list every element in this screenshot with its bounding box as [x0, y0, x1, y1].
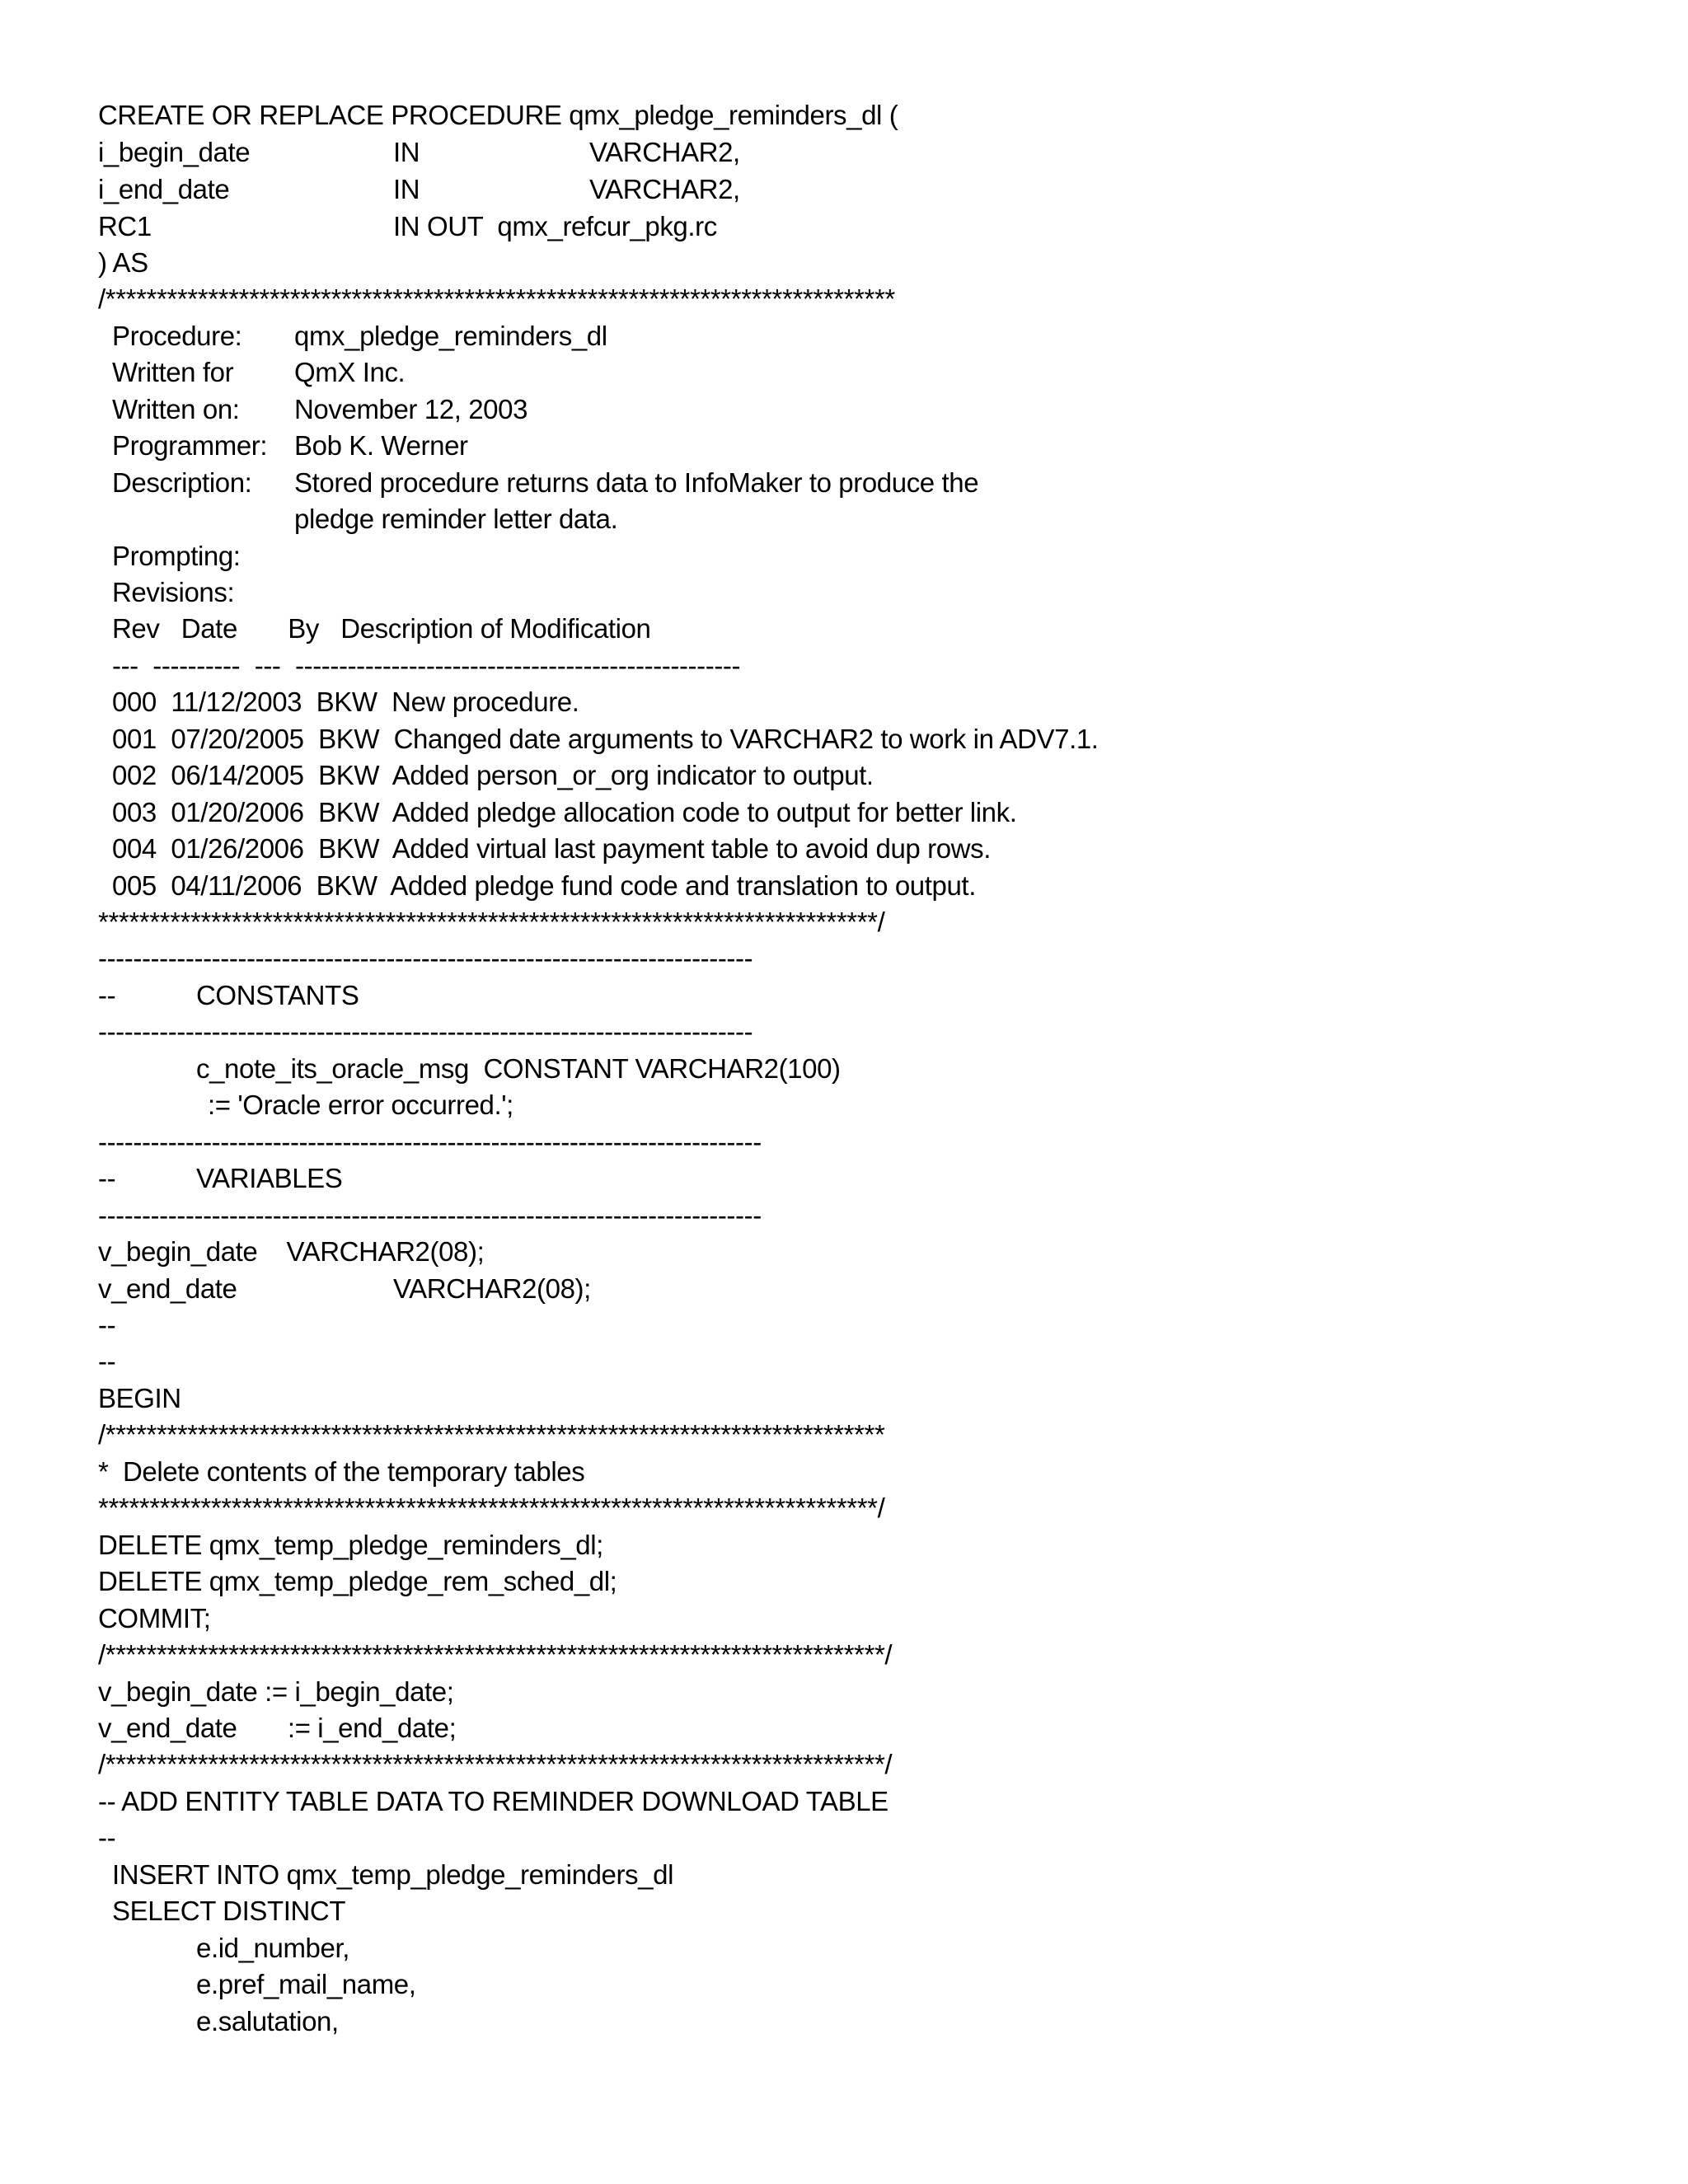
- code-line: 002 06/14/2005 BKW Added person_or_org indicator to output.: [112, 760, 874, 790]
- code-line: IN: [393, 174, 420, 204]
- code-line: November 12, 2003: [294, 394, 528, 424]
- code-line: * Delete contents of the temporary tables: [98, 1456, 585, 1487]
- code-line: Written on:: [112, 394, 240, 424]
- code-line: 003 01/20/2006 BKW Added pledge allocation code to output for better link.: [112, 797, 1017, 827]
- code-line: ****************************************************************************/: [98, 907, 885, 937]
- code-line: --: [98, 1822, 116, 1853]
- code-line: Procedure:: [112, 321, 242, 351]
- code-line: /*****************************************************************************: [98, 284, 895, 314]
- code-line: qmx_pledge_reminders_dl: [294, 321, 607, 351]
- code-line: RC1: [98, 211, 152, 241]
- code-line: e.pref_mail_name,: [196, 1969, 416, 1999]
- code-line: /****************************************************************************: [98, 1419, 885, 1450]
- code-line: /****************************************************************************/: [98, 1639, 893, 1670]
- code-line: Prompting:: [112, 541, 241, 571]
- code-line: IN OUT qmx_refcur_pkg.rc: [393, 211, 717, 241]
- code-line: --- ---------- --- ---------------------------------------------------: [112, 650, 741, 681]
- code-line: ---------------------------------------------------------------------------: [98, 943, 753, 973]
- code-line: VARCHAR2(08);: [393, 1273, 591, 1304]
- code-line: i_begin_date: [98, 137, 251, 167]
- code-line: /****************************************************************************/: [98, 1749, 893, 1779]
- code-line: ) AS: [98, 247, 148, 278]
- code-line: := 'Oracle error occurred.';: [208, 1090, 513, 1120]
- code-line: Stored procedure returns data to InfoMaker to produce the: [294, 467, 979, 498]
- code-line: e.salutation,: [196, 2006, 339, 2036]
- code-line: Revisions:: [112, 577, 235, 607]
- code-line: -- ADD ENTITY TABLE DATA TO REMINDER DOWNLOAD TABLE: [98, 1786, 889, 1816]
- code-line: INSERT INTO qmx_temp_pledge_reminders_dl: [112, 1859, 673, 1890]
- code-line: DELETE qmx_temp_pledge_rem_sched_dl;: [98, 1566, 617, 1596]
- code-line: ----------------------------------------------------------------------------: [98, 1200, 762, 1230]
- code-line: BEGIN: [98, 1383, 181, 1413]
- code-line: --: [98, 1310, 116, 1340]
- code-line: ----------------------------------------------------------------------------: [98, 1127, 762, 1157]
- code-line: Description:: [112, 467, 252, 498]
- code-line: VARCHAR2,: [589, 174, 740, 204]
- code-line: --: [98, 1346, 116, 1376]
- code-line: c_note_its_oracle_msg CONSTANT VARCHAR2(100): [196, 1053, 841, 1084]
- code-line: Programmer:: [112, 430, 268, 461]
- code-line: COMMIT;: [98, 1603, 211, 1633]
- code-line: v_end_date: [98, 1273, 237, 1304]
- code-line: ---------------------------------------------------------------------------: [98, 1016, 753, 1047]
- code-line: e.id_number,: [196, 1933, 349, 1963]
- code-line: 004 01/26/2006 BKW Added virtual last payment table to avoid dup rows.: [112, 833, 991, 864]
- code-line: v_begin_date VARCHAR2(08);: [98, 1236, 485, 1267]
- code-line: 005 04/11/2006 BKW Added pledge fund code and translation to output.: [112, 870, 976, 901]
- code-line: v_end_date := i_end_date;: [98, 1713, 457, 1743]
- code-line: --: [98, 980, 116, 1010]
- code-line: ****************************************************************************/: [98, 1493, 885, 1523]
- code-line: DELETE qmx_temp_pledge_reminders_dl;: [98, 1530, 603, 1560]
- code-line: 000 11/12/2003 BKW New procedure.: [112, 687, 579, 717]
- code-line: --: [98, 1163, 116, 1193]
- code-line: VARIABLES: [196, 1163, 343, 1193]
- code-line: Bob K. Werner: [294, 430, 468, 461]
- code-line: VARCHAR2,: [589, 137, 740, 167]
- code-line: Rev Date By Description of Modification: [112, 613, 651, 644]
- code-line: pledge reminder letter data.: [294, 504, 618, 534]
- code-line: IN: [393, 137, 420, 167]
- code-line: SELECT DISTINCT: [112, 1896, 346, 1926]
- code-line: Written for: [112, 357, 234, 387]
- code-line: CREATE OR REPLACE PROCEDURE qmx_pledge_reminders_dl (: [98, 100, 898, 130]
- code-line: 001 07/20/2005 BKW Changed date arguments to VARCHAR2 to work in ADV7.1.: [112, 724, 1099, 754]
- code-line: CONSTANTS: [196, 980, 359, 1010]
- code-line: v_begin_date := i_begin_date;: [98, 1676, 454, 1707]
- code-line: i_end_date: [98, 174, 230, 204]
- code-line: QmX Inc.: [294, 357, 406, 387]
